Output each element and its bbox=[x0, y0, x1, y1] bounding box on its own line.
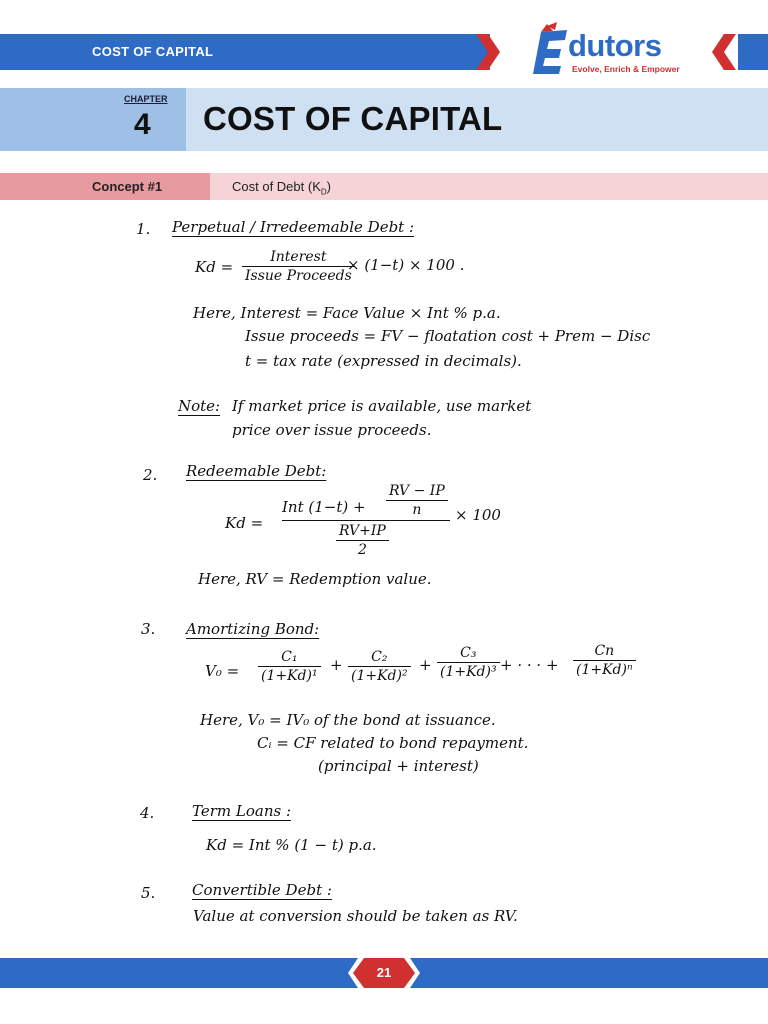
section-5-heading: Convertible Debt : bbox=[192, 881, 332, 899]
section-4-heading: Term Loans : bbox=[192, 802, 291, 820]
concept-title: Cost of Debt $(K_D)$ bbox=[232, 179, 331, 197]
s3-term-2-num: C₂ bbox=[348, 648, 411, 667]
s2-formula-tail: × 100 bbox=[455, 506, 501, 524]
s3-term-n-num: Cn bbox=[573, 642, 636, 661]
section-2-heading: Redeemable Debt: bbox=[186, 462, 327, 480]
s2-denominator bbox=[336, 522, 389, 559]
s1-kd: Kd = bbox=[195, 258, 234, 276]
s2-numerator bbox=[282, 482, 450, 521]
s1-fraction-numerator: Interest bbox=[242, 248, 355, 267]
s3-term-1-num: C₁ bbox=[258, 648, 321, 667]
s3-term-1-den: (1+Kd)¹ bbox=[261, 668, 318, 684]
s3-term-2-den: (1+Kd)² bbox=[351, 668, 408, 684]
s3-plus-1: + bbox=[330, 656, 343, 674]
logo-wordmark: dutors bbox=[568, 28, 662, 63]
s3-term-2 bbox=[348, 648, 411, 685]
s3-plus-2: + bbox=[419, 656, 432, 674]
s3-here-3: (principal + interest) bbox=[318, 757, 479, 775]
s1-here-3: t = tax rate (expressed in decimals). bbox=[245, 352, 522, 370]
s2-num-left: Int (1−t) + bbox=[282, 498, 366, 516]
s5-text: Value at conversion should be taken as RV. bbox=[193, 907, 518, 925]
s3-term-3-den: (1+Kd)³ bbox=[440, 664, 497, 680]
section-1-heading: Perpetual / Irredeemable Debt : bbox=[172, 218, 415, 236]
header-bar-right bbox=[738, 34, 768, 70]
section-5-number: 5. bbox=[141, 884, 156, 902]
s2-fraction bbox=[282, 482, 450, 558]
section-3-heading: Amortizing Bond: bbox=[186, 620, 320, 638]
logo-e-icon bbox=[527, 22, 571, 78]
s3-dots: + · · · + bbox=[500, 656, 559, 674]
s3-term-1 bbox=[258, 648, 321, 685]
chevron-right-icon bbox=[474, 34, 504, 70]
s1-note-line-1: If market price is available, use market bbox=[232, 397, 532, 415]
s3-term-3 bbox=[437, 644, 500, 681]
s3-term-3-num: C₃ bbox=[437, 644, 500, 663]
s1-here-1: Here, Interest = Face Value × Int % p.a. bbox=[193, 304, 501, 322]
s3-term-n bbox=[573, 642, 636, 679]
logo-tagline: Evolve, Enrich & Empower bbox=[572, 64, 680, 74]
s1-here-2: Issue proceeds = FV − floatation cost + Prem − Disc bbox=[245, 327, 651, 345]
s3-here-2: Cᵢ = CF related to bond repayment. bbox=[257, 734, 529, 752]
s3-here-1: Here, V₀ = IV₀ of the bond at issuance. bbox=[200, 711, 496, 729]
s1-fraction bbox=[242, 248, 355, 285]
s1-formula-tail: × (1−t) × 100 . bbox=[347, 256, 465, 274]
chapter-label: CHAPTER bbox=[124, 94, 168, 104]
section-1-number: 1. bbox=[136, 220, 151, 238]
s1-fraction-denominator: Issue Proceeds bbox=[245, 268, 352, 284]
s1-note-label: Note: bbox=[178, 397, 221, 415]
chapter-title: COST OF CAPITAL bbox=[203, 100, 503, 137]
concept-label: Concept #1 bbox=[92, 179, 163, 194]
page-number: 21 bbox=[376, 965, 392, 980]
section-2-number: 2. bbox=[143, 466, 158, 484]
s2-kd: Kd = bbox=[225, 514, 264, 532]
section-4-number: 4. bbox=[140, 804, 155, 822]
header-title: COST OF CAPITAL bbox=[92, 44, 214, 59]
s4-formula: Kd = Int % (1 − t) p.a. bbox=[206, 836, 377, 854]
s2-inner-numerator: RV − IP bbox=[386, 482, 448, 501]
chapter-number: 4 bbox=[134, 108, 151, 141]
s2-den-top: RV+IP bbox=[336, 522, 389, 541]
s2-inner-denominator: n bbox=[412, 502, 422, 518]
s3-v0: V₀ = bbox=[205, 662, 240, 680]
s2-inner-fraction bbox=[386, 482, 448, 519]
chevron-left-icon bbox=[708, 34, 738, 70]
header-bar bbox=[0, 34, 490, 70]
s3-term-n-den: (1+Kd)ⁿ bbox=[576, 662, 633, 678]
s2-here: Here, RV = Redemption value. bbox=[198, 570, 432, 588]
s1-note-line-2: price over issue proceeds. bbox=[232, 421, 432, 439]
section-3-number: 3. bbox=[141, 620, 156, 638]
s2-den-bottom: 2 bbox=[357, 542, 367, 558]
